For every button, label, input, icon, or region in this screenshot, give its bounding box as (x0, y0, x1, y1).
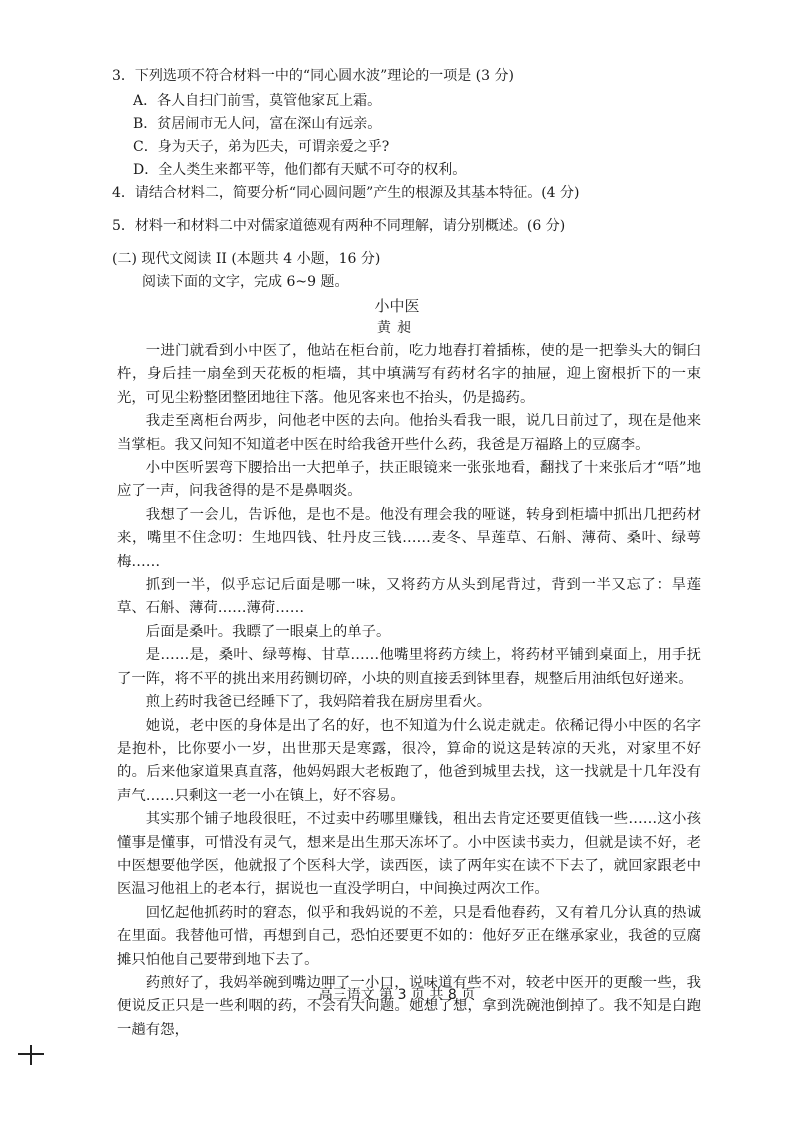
question-5: 5．材料一和材料二中对儒家道德观有两种不同理解，请分别概述。(6 分) (112, 218, 566, 234)
crop-mark (18, 1045, 44, 1065)
story-paragraph: 回忆起他抓药时的窘态，似乎和我妈说的不差，只是看他舂药，又有着几分认真的热诚在里面。我替他可惜，再想到自己，恐怕还要更不如的：他好歹正在继承家业，我爸的豆腐摊只怕他自己要带到地下去了。 (117, 904, 701, 968)
story-title: 小中医 (374, 297, 420, 315)
question-3-stem: 3．下列选项不符合材料一中的“同心圆水波”理论的一项是 (3 分) (112, 68, 514, 84)
story-paragraph: 小中医听罢弯下腰拾出一大把单子，扶正眼镜来一张张地看，翻找了十来张后才“唔”地应了一声，问我爸得的是不是鼻咽炎。 (117, 460, 701, 500)
story-paragraph: 后面是桑叶。我瞟了一眼桌上的单子。 (145, 623, 391, 640)
question-3-option-c: C．身为天子，弟为匹夫，可谓亲爱之乎? (133, 139, 390, 155)
story-author: 黄昶 (377, 320, 417, 336)
question-3-option-b: B．贫居闹市无人问，富在深山有远亲。 (133, 116, 382, 132)
question-3-option-a: A．各人自扫门前雪，莫管他家瓦上霜。 (133, 93, 382, 109)
story-paragraph: 抓到一半，似乎忘记后面是哪一味，又将药方从头到尾背过，背到一半又忘了：旱莲草、石斛、薄荷……薄荷…… (117, 577, 701, 617)
story-paragraph: 她说，老中医的身体是出了名的好，也不知道为什么说走就走。依稀记得小中医的名字是抱朴，比你要小一岁，出世那天是寒露，很冷，算命的说这是转凉的天兆，对家里不好的。后来他家道果真直落，他妈妈跟大老板跑了，他爸到城里去找，这一找就是十几年没有声气……只剩这一老一小在镇上，好不容易。 (117, 717, 701, 804)
story-paragraph: 一进门就看到小中医了，他站在柜台前，吃力地舂打着插栋，使的是一把拳头大的铜臼杵，身后挂一扇垒到天花板的柜墙，其中填满写有药材名字的抽屉，迎上窗根折下的一束光，可见尘粉整团整团地往下落。他见客来也不抬头，仍是捣药。 (117, 343, 701, 406)
question-3-option-d: D．全人类生来都平等，他们都有天赋不可夺的权利。 (133, 162, 467, 178)
story-paragraph: 是……是，桑叶、绿萼梅、甘草……他嘴里将药方续上，将药材平铺到桌面上，用手抚了一阵，将不平的挑出来用药铡切碎，小块的则直接丢到钵里舂，规整后用油纸包好递来。 (117, 647, 701, 687)
story-paragraph: 其实那个铺子地段很旺，不过卖中药哪里赚钱，租出去肯定还要更值钱一些……这小孩懂事是懂事，可惜没有灵气，想来是出生那天冻坏了。小中医读书卖力，但就是读不好，老中医想要他学医，他就报了个医科大学，读西医，读了两年实在读不下去了，就回家跟老中医温习他祖上的老本行，据说也一直没学明白，中间换过两次工作。 (117, 811, 701, 898)
section-instruction: 阅读下面的文字，完成 6~9 题。 (142, 274, 349, 290)
story-paragraph: 药煎好了，我妈举碗到嘴边呷了一小口，说味道有些不对，较老中医开的更酸一些，我便说反正只是一些利咽的药，不会有大问题。她想了想，拿到洗碗池倒掉了。我不知是白跑一趟有怨， (117, 974, 701, 1038)
question-4: 4．请结合材料二，简要分析“同心圆问题”产生的根源及其基本特征。(4 分) (112, 185, 580, 201)
section-heading: (二) 现代文阅读 II (本题共 4 小题，16 分) (112, 251, 381, 267)
page-footer: 高三语文 第 3 页 共 8 页 (318, 987, 476, 1003)
story-paragraph: 我走至离柜台两步，问他老中医的去向。他抬头看我一眼，说几日前过了，现在是他来当掌柜。我又问知不知道老中医在时给我爸开些什么药，我爸是万福路上的豆腐李。 (117, 413, 701, 453)
story-body (117, 340, 701, 1042)
story-paragraph: 煎上药时我爸已经睡下了，我妈陪着我在厨房里看火。 (145, 694, 492, 711)
story-paragraph: 我想了一会儿，告诉他，是也不是。他没有理会我的哑谜，转身到柜墙中抓出几把药材来，嘴里不住念叨：生地四钱、牡丹皮三钱……麦冬、旱莲草、石斛、薄荷、桑叶、绿萼梅…… (117, 506, 701, 570)
